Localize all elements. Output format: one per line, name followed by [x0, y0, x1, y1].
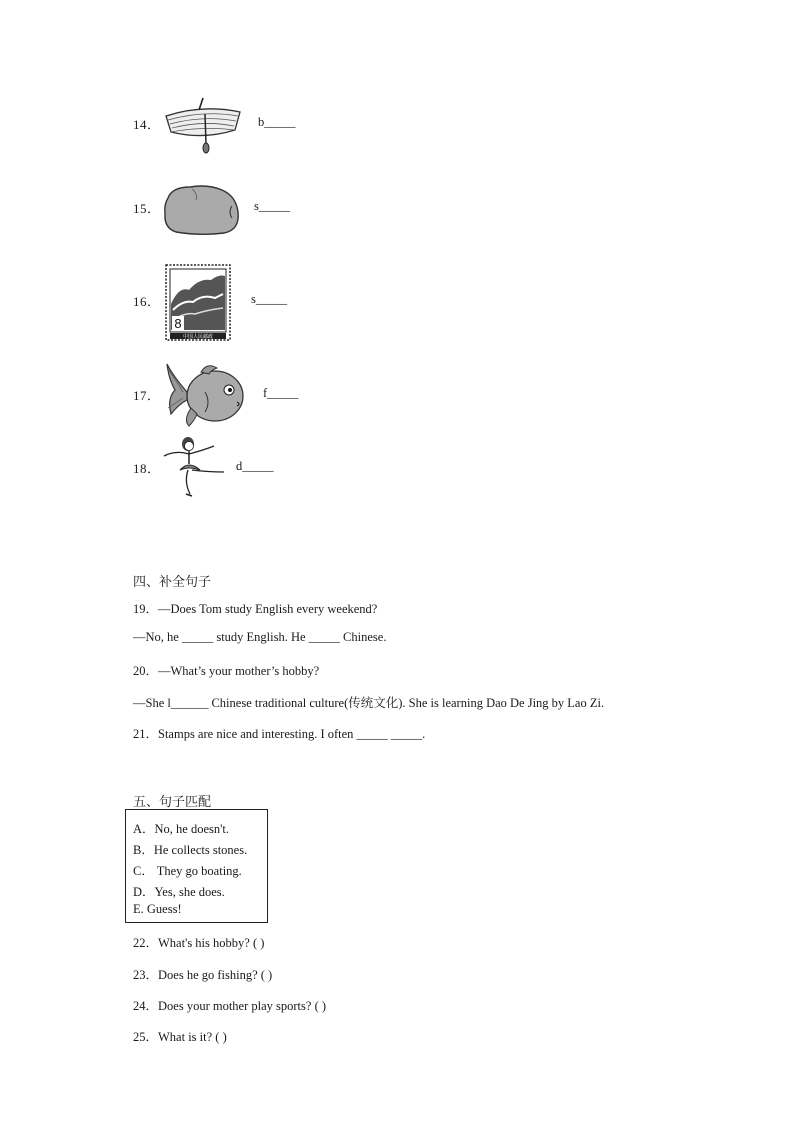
question-number: 15． — [133, 201, 161, 216]
answer-blank[interactable]: s_____ — [251, 292, 288, 306]
answer-blank[interactable]: s_____ — [254, 199, 291, 213]
stone-icon — [162, 184, 242, 236]
question-number: 17． — [133, 388, 161, 403]
option-a: A．No, he doesn't. — [133, 822, 229, 836]
option-b: B．He collects stones. — [133, 843, 248, 857]
sentence-line: 19．—Does Tom study English every weekend? — [133, 602, 378, 616]
answer-blank[interactable]: b_____ — [258, 115, 296, 129]
option-c: C． They go boating. — [133, 864, 242, 878]
stamp-value: 8 — [174, 316, 182, 331]
answer-blank[interactable]: d_____ — [236, 459, 274, 473]
option-e: E. Guess! — [133, 902, 182, 916]
dancer-icon — [162, 436, 226, 498]
stamp-caption: 中国人民邮政 — [182, 334, 214, 340]
option-d: D．Yes, she does. — [133, 885, 225, 899]
match-question[interactable]: 24．Does your mother play sports? ( ) — [133, 999, 327, 1013]
match-question[interactable]: 23．Does he go fishing? ( ) — [133, 968, 273, 982]
sentence-line: 20．—What’s your mother’s hobby? — [133, 664, 320, 678]
options-box — [125, 809, 268, 923]
sentence-line: —She l______ Chinese traditional culture(传统文化). She is learning Dao De Jing by Lao Zi. — [133, 696, 605, 710]
boat-icon — [163, 98, 243, 154]
section-heading: 五、句子匹配 — [133, 795, 212, 810]
sentence-line: 21．Stamps are nice and interesting. I often _____ _____. — [133, 727, 426, 741]
question-number: 16． — [133, 294, 161, 309]
goldfish-icon — [165, 362, 247, 428]
answer-blank[interactable]: f_____ — [263, 386, 299, 400]
sentence-line: —No, he _____ study English. He _____ Chinese. — [133, 630, 387, 644]
question-number: 14． — [133, 117, 161, 132]
match-question[interactable]: 25．What is it? ( ) — [133, 1030, 227, 1044]
section-heading: 四、补全句子 — [133, 575, 212, 590]
match-question[interactable]: 22．What's his hobby? ( ) — [133, 936, 265, 950]
stamp-icon — [165, 264, 231, 341]
question-number: 18． — [133, 461, 161, 476]
